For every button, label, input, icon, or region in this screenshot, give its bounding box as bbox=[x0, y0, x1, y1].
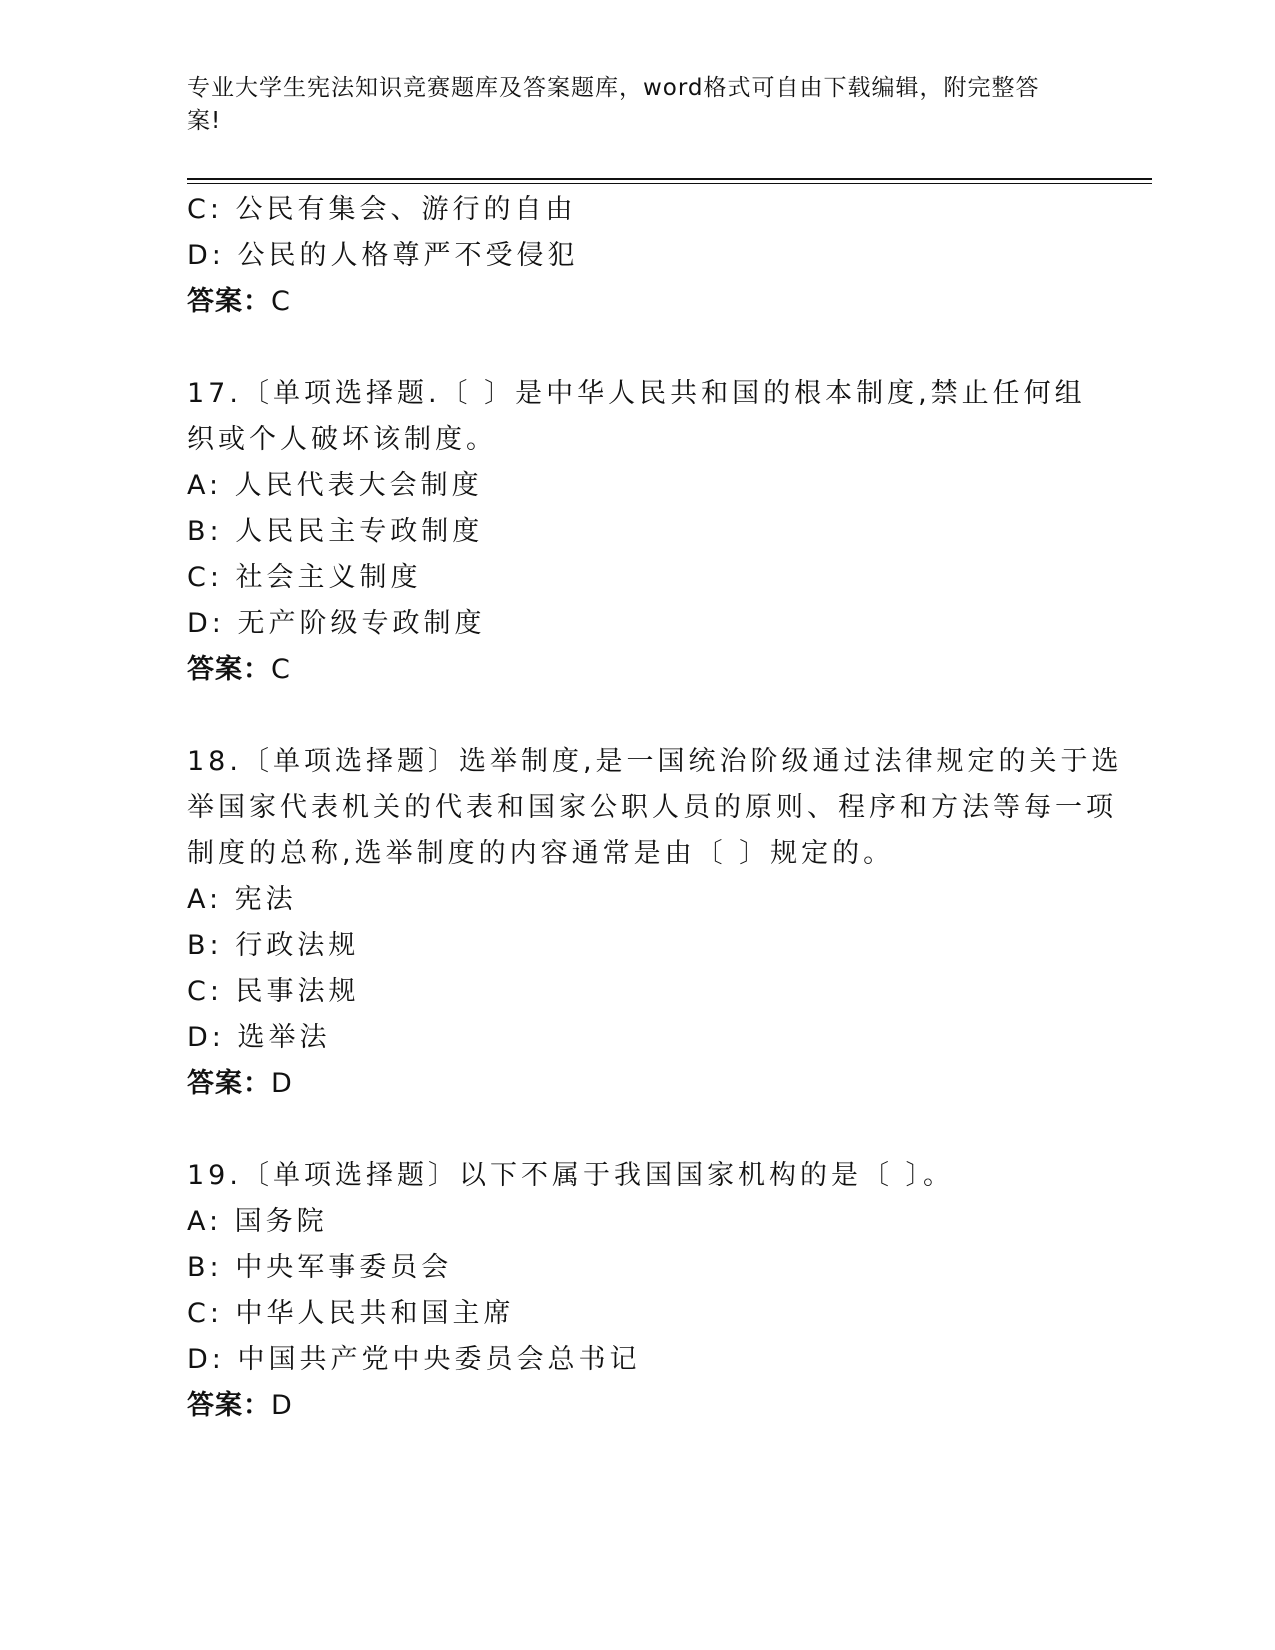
q17-option-b: B: 人民民主专政制度 bbox=[187, 516, 484, 547]
prev-option-c: C: 公民有集会、游行的自由 bbox=[187, 194, 577, 225]
q19-option-b: B: 中央军事委员会 bbox=[187, 1252, 453, 1283]
answer-value: C bbox=[271, 286, 291, 317]
answer-value: D bbox=[271, 1068, 293, 1099]
answer-label: 答案： bbox=[187, 286, 271, 317]
q18-option-b: B: 行政法规 bbox=[187, 930, 360, 961]
q18-option-c: C: 民事法规 bbox=[187, 976, 360, 1007]
answer-value: D bbox=[271, 1390, 293, 1421]
spacer bbox=[187, 325, 1067, 371]
prev-option-d: D: 公民的人格尊严不受侵犯 bbox=[187, 240, 579, 271]
q17-option-a: A: 人民代表大会制度 bbox=[187, 470, 483, 501]
q18-option-a: A: 宪法 bbox=[187, 884, 297, 915]
answer-value: C bbox=[271, 654, 291, 685]
q17-stem-line-2: 织或个人破坏该制度。 bbox=[187, 424, 497, 455]
q18-option-d: D: 选举法 bbox=[187, 1022, 331, 1053]
q18-stem-line-2: 举国家代表机关的代表和国家公职人员的原则、程序和方法等每一项 bbox=[187, 792, 1117, 823]
q17-stem-line-1: 17.〔单项选择题.〔 〕是中华人民共和国的根本制度,禁止任何组 bbox=[187, 378, 1086, 409]
spacer bbox=[187, 693, 1067, 739]
q17-option-c: C: 社会主义制度 bbox=[187, 562, 422, 593]
q18-stem-line-3: 制度的总称,选举制度的内容通常是由〔 〕规定的。 bbox=[187, 838, 895, 869]
prev-answer bbox=[187, 279, 1067, 325]
q17-answer bbox=[187, 647, 1067, 693]
question-content bbox=[187, 187, 1123, 1429]
page-header bbox=[187, 72, 1067, 138]
q19-option-a: A: 国务院 bbox=[187, 1206, 328, 1237]
header-rule-thick bbox=[187, 178, 1152, 180]
q19-stem-line-1: 19.〔单项选择题〕以下不属于我国国家机构的是〔 〕。 bbox=[187, 1160, 955, 1191]
answer-label: 答案： bbox=[187, 1068, 271, 1099]
q17-option-d: D: 无产阶级专政制度 bbox=[187, 608, 486, 639]
q18-stem-line-1: 18.〔单项选择题〕选举制度,是一国统治阶级通过法律规定的关于选 bbox=[187, 746, 1123, 777]
header-rule-thin bbox=[187, 183, 1152, 184]
header-line-1: 专业大学生宪法知识竞赛题库及答案题库，word格式可自由下载编辑，附完整答 bbox=[187, 75, 1040, 101]
q19-answer bbox=[187, 1383, 1067, 1429]
spacer bbox=[187, 1107, 1067, 1153]
answer-label: 答案： bbox=[187, 1390, 271, 1421]
header-line-2: 案! bbox=[187, 108, 222, 134]
answer-label: 答案： bbox=[187, 654, 271, 685]
q19-option-d: D: 中国共产党中央委员会总书记 bbox=[187, 1344, 641, 1375]
q18-answer bbox=[187, 1061, 1067, 1107]
q19-option-c: C: 中华人民共和国主席 bbox=[187, 1298, 515, 1329]
